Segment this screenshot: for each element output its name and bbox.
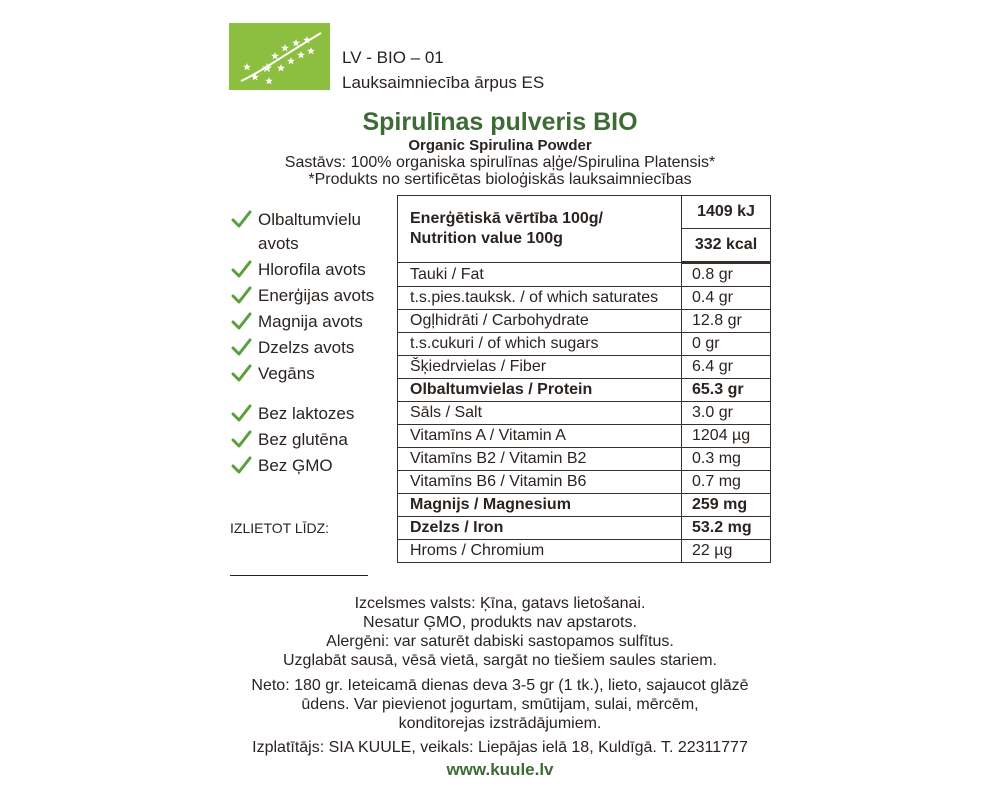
free-from-label: Bez glutēna (258, 430, 348, 449)
claim-label: Hlorofila avots (258, 260, 366, 279)
free-from-label: Bez laktozes (258, 404, 355, 423)
table-row (398, 448, 771, 471)
table-row (398, 310, 771, 333)
checkmark-icon (230, 337, 252, 359)
nutrient-label: Tauki / Fat (398, 263, 682, 287)
claim-item (230, 208, 390, 256)
nutrient-value: 65.3 gr (682, 379, 771, 402)
usage-line-2: ūdens. Var pievienot jogurtam, smūtijam, sulai, mērcēm, (301, 696, 699, 713)
table-row (398, 402, 771, 425)
claim-item (230, 362, 390, 386)
energy-kcal: 332 kcal (682, 229, 771, 263)
nutrient-value: 259 mg (682, 494, 771, 517)
gmo-line: Nesatur ĢMO, produkts nav apstarots. (363, 614, 637, 631)
nutrient-value: 0 gr (682, 333, 771, 356)
table-row (398, 379, 771, 402)
nutrient-label: Vitamīns B6 / Vitamin B6 (398, 471, 682, 494)
website-link[interactable]: www.kuule.lv (446, 760, 554, 779)
nutrient-value: 0.3 mg (682, 448, 771, 471)
nutrient-value: 53.2 mg (682, 517, 771, 540)
checkmark-icon (230, 259, 252, 281)
storage-line: Uzglabāt sausā, vēsā vietā, sargāt no tiešiem saules stariem. (283, 652, 717, 669)
best-before-line (230, 575, 368, 576)
table-row (398, 471, 771, 494)
nutrition-header-en: Nutrition value 100g (410, 230, 563, 247)
claim-label: Magnija avots (258, 312, 363, 331)
nutrition-table (397, 195, 771, 563)
nutrient-value: 1204 µg (682, 425, 771, 448)
checkmark-icon (230, 285, 252, 307)
product-title: Spirulīnas pulveris BIO (362, 108, 638, 136)
claim-label: Enerģijas avots (258, 286, 375, 305)
nutrient-label: Magnijs / Magnesium (398, 494, 682, 517)
table-row (398, 263, 771, 287)
composition-text: Sastāvs: 100% organiska spirulīnas aļģe/Spirulina Platensis* (284, 154, 716, 171)
nutrient-label: Vitamīns B2 / Vitamin B2 (398, 448, 682, 471)
nutrient-label: Ogļhidrāti / Carbohydrate (398, 310, 682, 333)
usage-line-3: konditorejas izstrādājumiem. (398, 715, 602, 732)
free-from-item (230, 454, 390, 478)
energy-kj: 1409 kJ (682, 196, 771, 229)
free-from-label: Bez ĢMO (258, 456, 333, 475)
table-row (398, 425, 771, 448)
allergens-line: Alergēni: var saturēt dabiski sastopamos sulfītus. (326, 633, 674, 650)
nutrient-label: Hroms / Chromium (398, 540, 682, 563)
nutrient-label: t.s.pies.tauksk. / of which saturates (398, 287, 682, 310)
certification-code: LV - BIO – 01 (342, 48, 444, 67)
checkmark-icon (230, 429, 252, 451)
claim-item (230, 258, 390, 282)
certified-note: *Produkts no sertificētas bioloģiskās lauksaimniecības (308, 171, 692, 188)
nutrient-label: Sāls / Salt (398, 402, 682, 425)
nutrient-value: 0.4 gr (682, 287, 771, 310)
nutrient-label: t.s.cukuri / of which sugars (398, 333, 682, 356)
checkmark-icon (230, 311, 252, 333)
usage-line-1: Neto: 180 gr. Ieteicamā dienas deva 3-5 gr (1 tk.), lieto, sajaucot glāzē (251, 677, 749, 694)
nutrient-value: 6.4 gr (682, 356, 771, 379)
checkmark-icon (230, 455, 252, 477)
table-row (398, 517, 771, 540)
claim-label: Olbaltumvielu avots (258, 210, 361, 253)
checkmark-icon (230, 209, 252, 231)
table-row (398, 540, 771, 563)
nutrition-header-lv: Enerģētiskā vērtība 100g/ (410, 210, 603, 227)
nutrient-value: 0.8 gr (682, 263, 771, 287)
table-row (398, 356, 771, 379)
nutrient-label: Dzelzs / Iron (398, 517, 682, 540)
claim-item (230, 336, 390, 360)
claim-label: Dzelzs avots (258, 338, 355, 357)
nutrient-value: 3.0 gr (682, 402, 771, 425)
nutrient-label: Vitamīns A / Vitamin A (398, 425, 682, 448)
checkmark-icon (230, 363, 252, 385)
product-subtitle: Organic Spirulina Powder (408, 137, 592, 154)
claim-item (230, 284, 390, 308)
nutrient-label: Šķiedrvielas / Fiber (398, 356, 682, 379)
claim-item (230, 310, 390, 334)
claims-list (230, 208, 390, 480)
table-row (398, 287, 771, 310)
nutrition-header-label (398, 196, 682, 263)
eu-organic-logo (229, 23, 330, 90)
table-row (398, 494, 771, 517)
free-from-item (230, 402, 390, 426)
origin-line: Izcelsmes valsts: Ķīna, gatavs lietošanai. (354, 595, 646, 612)
nutrient-value: 0.7 mg (682, 471, 771, 494)
table-row (398, 333, 771, 356)
nutrition-header-row (398, 196, 771, 229)
nutrient-label: Olbaltumvielas / Protein (398, 379, 682, 402)
certification-origin: Lauksaimniecība ārpus ES (342, 73, 545, 92)
eu-leaf-stars-icon (229, 23, 330, 90)
claim-label: Vegāns (258, 364, 315, 383)
free-from-item (230, 428, 390, 452)
nutrient-value: 12.8 gr (682, 310, 771, 333)
nutrient-value: 22 µg (682, 540, 771, 563)
distributor-line: Izplatītājs: SIA KUULE, veikals: Liepājas ielā 18, Kuldīgā. T. 22311777 (252, 739, 748, 756)
checkmark-icon (230, 403, 252, 425)
best-before-label: IZLIETOT LĪDZ: (230, 520, 330, 536)
